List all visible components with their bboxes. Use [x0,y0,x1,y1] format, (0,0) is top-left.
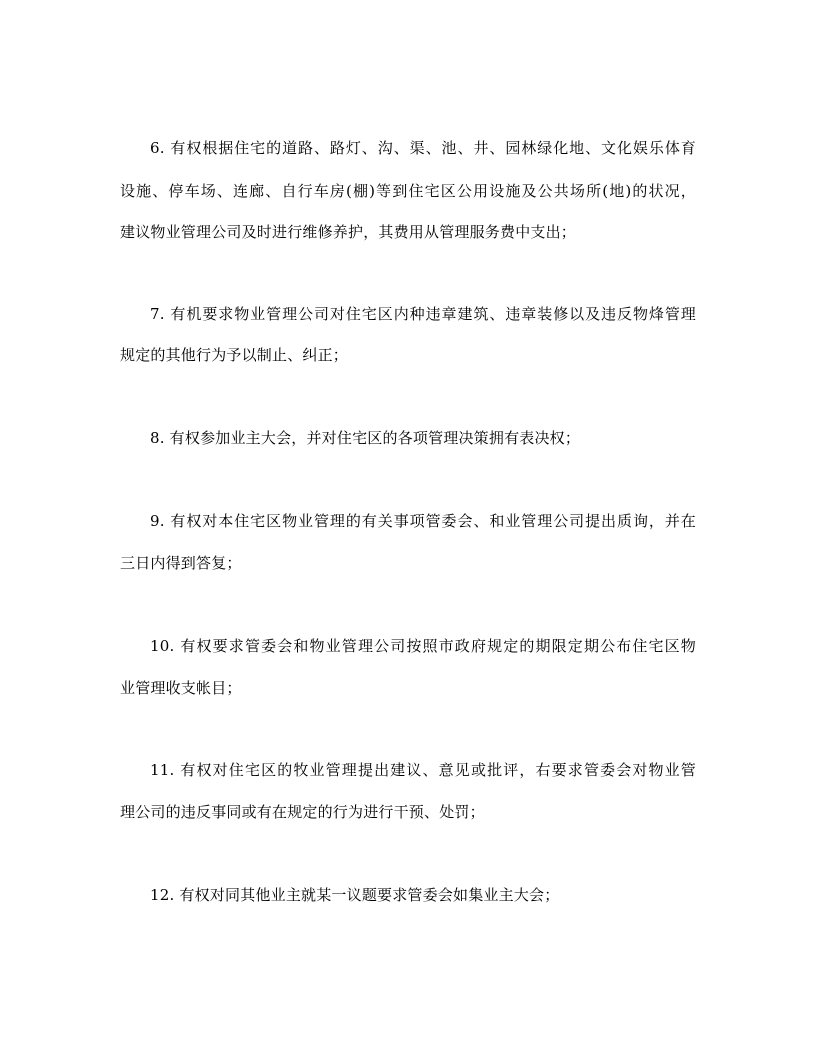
paragraph-6-line-3: 建议物业管理公司及时进行维修养护，其费用从管理服务费中支出； [120,223,577,241]
paragraph-6-line-1: 6. 有权根据住宅的道路、路灯、沟、渠、池、井、园林绿化地、文化娱乐体育 [150,139,696,157]
paragraph-9-line-2: 三日内得到答复； [120,554,242,572]
paragraph-7-line-1: 7. 有机要求物业管理公司对住宅区内种违章建筑、违章装修以及违反物烽管理 [150,305,696,323]
paragraph-11-line-1: 11. 有权对住宅区的牧业管理提出建议、意见或批评，右要求管委会对物业管 [150,761,696,779]
paragraph-11-line-2: 理公司的违反事同或有在规定的行为进行干预、处罚； [120,803,485,821]
paragraph-12-line-1: 12. 有权对同其他业主就某一议题要求管委会如集业主大会； [150,886,560,904]
paragraph-7-line-2: 规定的其他行为予以制止、纠正； [120,346,349,364]
paragraph-10-line-2: 业管理收支帐目； [120,679,242,697]
paragraph-8-line-1: 8. 有权参加业主大会，并对住宅区的各项管理决策拥有表决权； [150,429,581,447]
paragraph-9-line-1: 9. 有权对本住宅区物业管理的有关事项管委会、和业管理公司提出质询，并在 [150,512,696,530]
paragraph-6-line-2: 设施、停车场、连廊、自行车房(棚)等到住宅区公用设施及公共场所(地)的状况， [120,182,696,200]
paragraph-10-line-1: 10. 有权要求管委会和物业管理公司按照市政府规定的期限定期公布住宅区物 [150,637,696,655]
